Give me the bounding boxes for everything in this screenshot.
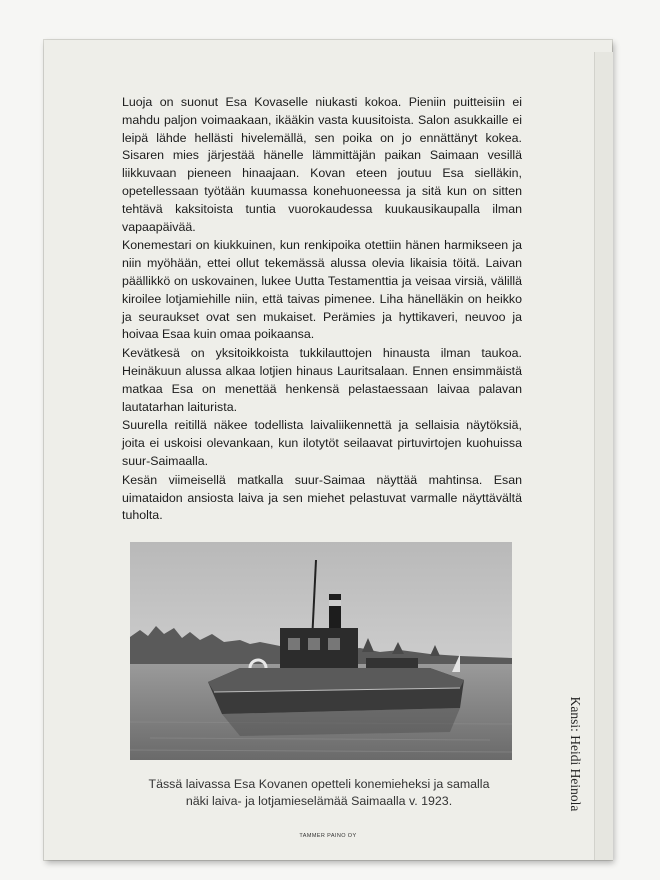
cover-design-credit: Kansi: Heidi Heinola bbox=[568, 696, 583, 812]
caption-line: Tässä laivassa Esa Kovanen opetteli konemieheksi ja samalla bbox=[148, 777, 490, 791]
caption-line: näki laiva- ja lotjamieselämää Saimaalla v. 1923. bbox=[185, 794, 453, 808]
tugboat-photo bbox=[130, 542, 512, 760]
blurb-paragraph: Suurella reitillä näkee todellista laivaliikennettä ja sellaisia näytöksiä, joita ei uskoisi olevankaan, kun ilotytöt seilaavat pirtuvirtojen kuohuissa suur-Saimaalla. bbox=[122, 418, 522, 468]
blurb-text bbox=[122, 94, 522, 526]
printer-imprint: TAMMER PAINO OY bbox=[299, 833, 357, 839]
cover-spine-edge bbox=[594, 52, 613, 860]
blurb-paragraph: Kesän viimeisellä matkalla suur-Saimaa näyttää mahtinsa. Esan uimataidon ansiosta laiva ja sen miehet pelastuvat varmalle näyttävältä tuholta. bbox=[122, 472, 522, 523]
blurb-paragraph: Kevätkesä on yksitoikkoista tukkilauttojen hinausta ilman taukoa. Heinäkuun alussa alkaa lotjien hinaus Lauritsalaan. Ennen ensimmäistä matkaa Esa on menettää henkensä pelastaessaan laivaa palavan lautatarhan laiturista. bbox=[122, 346, 522, 414]
blurb-paragraph: Konemestari on kiukkuinen, kun renkipoika otettiin hänen harmikseen ja niin myöhään, ettei ollut tekemässä alussa olevia likaisia töitä. Laivan päällikkö on uskovainen, lukee Uutta Testamenttia ja veisaa virsiä, välillä kiroilee lotjamiehille niin, että taivas pimenee. Liha hänelläkin on heikko ja seuraukset ovat sen mukaiset. Perämies ja hyttikaveri, neuvoo ja hoivaa Esaa kuin omaa poikaansa. bbox=[122, 238, 522, 342]
blurb-paragraph: Luoja on suonut Esa Kovaselle niukasti kokoa. Pieniin puitteisiin ei mahdu paljon voimaakaan, ikääkin vasta kuusitoista. Salon asukkaille ei leipä lähde hellästi hivelemällä, sen poika on jo ennättänyt kokea. Sisaren mies järjestää hänelle lämmittäjän paikan Saimaan vesillä liikkuvaan pieneen hinaajaan. Kovan eteen joutuu Esa sielläkin, opetellessaan työtään kuumassa konehuoneessa ja sitä kun on sitten tehtävä kaksitoista tuntia vuorokaudessa kuukausikaupalla ilman vapaapäivää. bbox=[122, 95, 522, 234]
photo-caption bbox=[112, 776, 526, 810]
